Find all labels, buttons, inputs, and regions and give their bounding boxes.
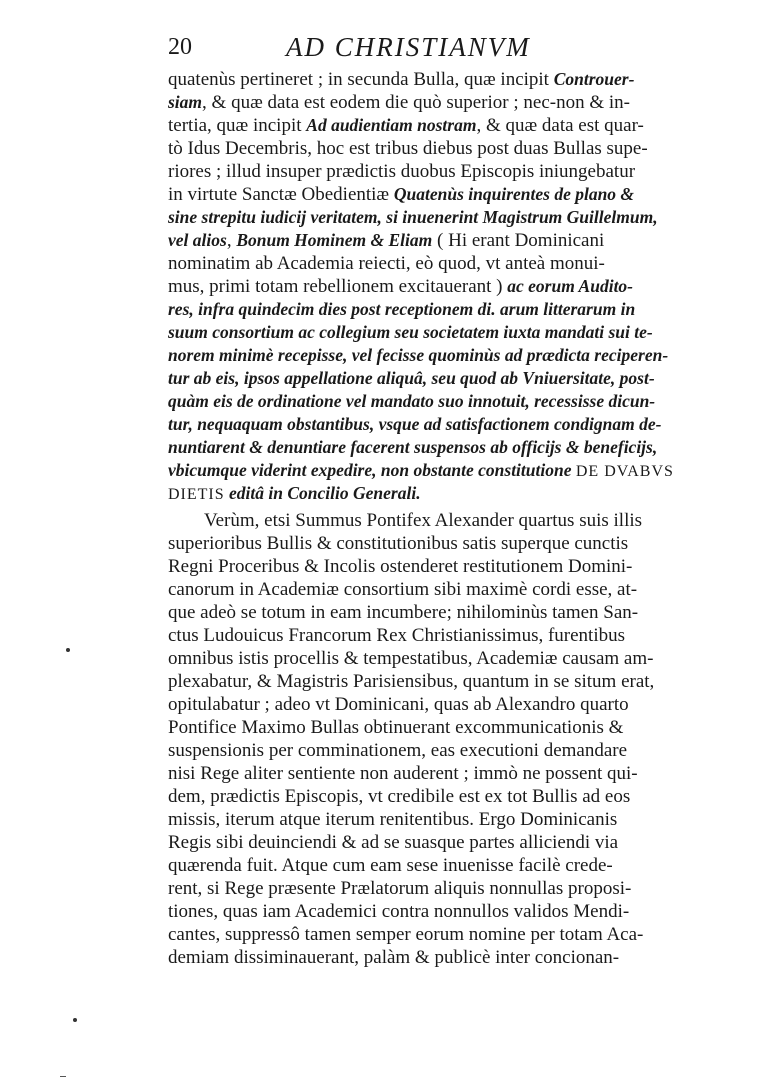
text-line <box>168 831 728 854</box>
roman-run: , & quæ data est quar- <box>476 115 644 136</box>
roman-run: riores ; illud insuper prædictis duobus Episcopis iniungebatur <box>168 161 636 182</box>
text-line <box>168 321 728 344</box>
italic-run: editâ in Concilio Generali. <box>224 483 421 503</box>
italic-run: norem minimè recepisse, vel fecisse quominùs ad prædicta reciperen- <box>168 345 669 365</box>
page-number: 20 <box>168 34 192 60</box>
text-line <box>168 68 728 91</box>
text-line <box>168 693 728 716</box>
text-line <box>168 91 728 114</box>
text-line <box>168 509 728 532</box>
roman-run: rent, si Rege præsente Prælatorum aliquis nonnullas proposi- <box>168 878 632 899</box>
text-line <box>168 183 728 206</box>
italic-run: Bonum Hominem & Eliam <box>236 230 433 250</box>
text-line <box>168 459 728 482</box>
italic-run: Controuer- <box>553 69 635 89</box>
text-line <box>168 482 728 505</box>
roman-run: mus, primi totam rebellionem excitauerant ) <box>168 276 508 297</box>
italic-run: ac eorum Audito- <box>507 276 634 296</box>
text-line <box>168 532 728 555</box>
text-line <box>168 436 728 459</box>
text-line <box>168 716 728 739</box>
text-line <box>168 854 728 877</box>
text-line <box>168 160 728 183</box>
roman-run: ( Hi erant Dominicani <box>432 230 605 251</box>
italic-run: vbicumque viderint expedire, non obstante constitutione <box>168 460 576 480</box>
roman-run: tertia, quæ incipit <box>168 115 307 136</box>
text-line <box>168 946 728 969</box>
text-line <box>168 390 728 413</box>
text-line <box>168 114 728 137</box>
italic-run: tur ab eis, ipsos appellatione aliquâ, seu quod ab Vniuersitate, post- <box>168 368 655 388</box>
text-line <box>168 624 728 647</box>
italic-run: vel alios <box>168 230 227 250</box>
italic-run: sine strepitu iudicij veritatem, si inuenerint Magistrum Guillelmum, <box>168 207 658 227</box>
italic-run: Ad audientiam nostram <box>306 115 477 135</box>
italic-run: Quatenùs inquirentes de plano & <box>393 184 635 204</box>
text-line <box>168 137 728 160</box>
text-line <box>168 877 728 900</box>
text-line <box>168 923 728 946</box>
roman-run: , <box>226 230 237 251</box>
roman-run: quærenda fuit. Atque cum eam sese inuenisse facilè crede- <box>168 855 613 876</box>
text-line <box>168 555 728 578</box>
italic-run: tur, nequaquam obstantibus, vsque ad satisfactionem condignam de- <box>168 414 662 434</box>
smallcaps-run: DE DVABVS <box>575 463 674 480</box>
italic-run: suum consortium ac collegium seu societatem iuxta mandati sui te- <box>168 322 653 342</box>
margin-speck <box>60 1076 66 1077</box>
roman-run: nominatim ab Academia reiecti, eò quod, vt anteà monui- <box>168 253 605 274</box>
page-header <box>168 34 728 68</box>
roman-run: ctus Ludouicus Francorum Rex Christianissimus, furentibus <box>168 625 626 646</box>
roman-run: Regni Proceribus & Incolis ostenderet restitutionem Domini- <box>168 556 633 577</box>
text-line <box>168 367 728 390</box>
margin-speck <box>73 1018 77 1022</box>
text-line <box>168 808 728 831</box>
roman-run: demiam dissiminauerant, palàm & publicè inter concionan- <box>168 947 620 968</box>
roman-run: , & quæ data est eodem die quò superior ; nec-non & in- <box>202 92 630 113</box>
text-line <box>168 229 728 252</box>
text-line <box>168 900 728 923</box>
roman-run: tiones, quas iam Academici contra nonnullos validos Mendi- <box>168 901 630 922</box>
text-line <box>168 344 728 367</box>
running-head: AD CHRISTIANVM <box>286 32 531 62</box>
text-line <box>168 762 728 785</box>
text-line <box>168 275 728 298</box>
text-line <box>168 670 728 693</box>
roman-run: plexabatur, & Magistris Parisiensibus, quantum in se situm erat, <box>168 671 655 692</box>
italic-run: res, infra quindecim dies post receptionem di. arum litterarum in <box>168 299 636 319</box>
text-line <box>168 647 728 670</box>
roman-run: cantes, suppressô tamen semper eorum nomine per totam Aca- <box>168 924 644 945</box>
roman-run: in virtute Sanctæ Obedientiæ <box>168 184 394 205</box>
italic-run: quàm eis de ordinatione vel mandato suo innotuit, recessisse dicun- <box>168 391 656 411</box>
italic-run: siam <box>168 92 203 112</box>
roman-run: suspensionis per comminationem, eas executioni demandare <box>168 740 628 761</box>
text-line <box>168 298 728 321</box>
text-body <box>168 68 728 969</box>
roman-run: que adeò se totum in eam incumbere; nihilominùs tamen San- <box>168 602 639 623</box>
text-line <box>168 206 728 229</box>
roman-run: superioribus Bullis & constitutionibus satis superque cunctis <box>168 533 629 554</box>
roman-run: opitulabatur ; adeo vt Dominicani, quas ab Alexandro quarto <box>168 694 629 715</box>
roman-run: dem, prædictis Episcopis, vt credibile est ex tot Bullis ad eos <box>168 786 631 807</box>
roman-run: omnibus istis procellis & tempestatibus, Academiæ causam am- <box>168 648 654 669</box>
italic-run: nuntiarent & denuntiare facerent suspensos ab officijs & beneficijs, <box>168 437 658 457</box>
roman-run: Verùm, etsi Summus Pontifex Alexander quartus suis illis <box>204 510 643 531</box>
margin-speck <box>66 648 70 652</box>
smallcaps-run: DIETIS <box>168 486 225 503</box>
text-line <box>168 601 728 624</box>
roman-run: nisi Rege aliter sentiente non auderent ; immò ne possent qui- <box>168 763 638 784</box>
roman-run: Regis sibi deuinciendi & ad se suasque partes alliciendi via <box>168 832 619 853</box>
roman-run: quatenùs pertineret ; in secunda Bulla, quæ incipit <box>168 69 554 90</box>
roman-run: tò Idus Decembris, hoc est tribus diebus post duas Bullas supe- <box>168 138 648 159</box>
roman-run: canorum in Academiæ consortium sibi maximè cordi esse, at- <box>168 579 638 600</box>
text-line <box>168 739 728 762</box>
text-line <box>168 578 728 601</box>
text-line <box>168 785 728 808</box>
text-line <box>168 413 728 436</box>
text-line <box>168 252 728 275</box>
roman-run: Pontifice Maximo Bullas obtinuerant excommunicationis & <box>168 717 624 738</box>
roman-run: missis, iterum atque iterum renitentibus. Ergo Dominicanis <box>168 809 618 830</box>
